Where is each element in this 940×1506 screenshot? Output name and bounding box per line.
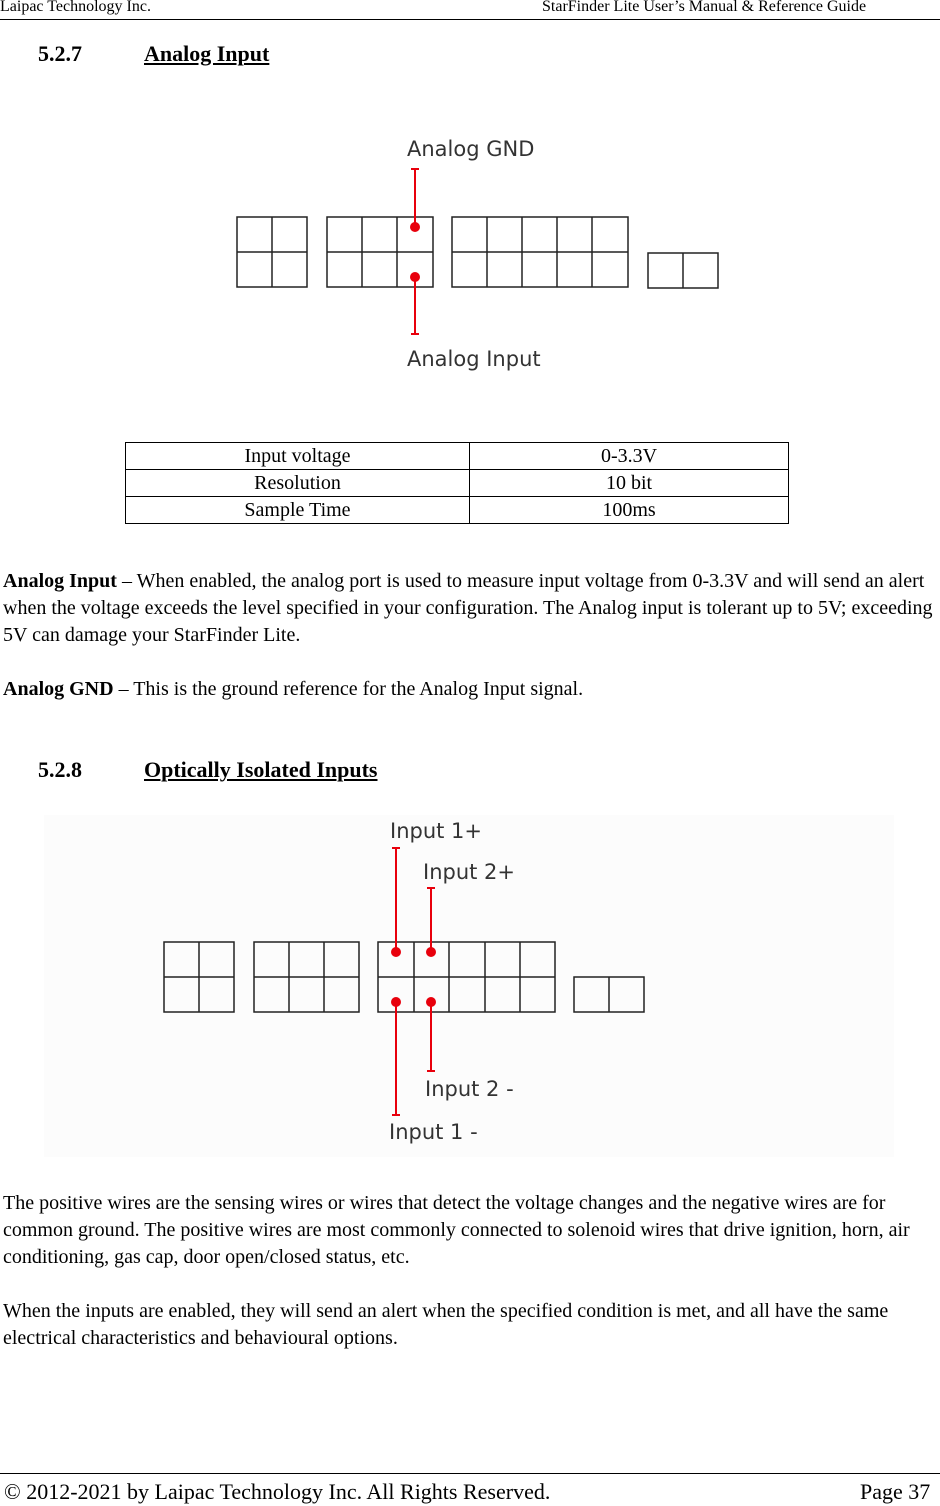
analog-input-wire <box>410 272 420 334</box>
label-analog-input: Analog Input <box>407 347 541 371</box>
term-analog-gnd: Analog GND <box>3 678 114 700</box>
analog-spec-table <box>125 442 789 524</box>
footer-divider <box>0 1473 940 1474</box>
spec-name: Sample Time <box>126 497 470 524</box>
footer-page-number: Page 37 <box>860 1479 931 1504</box>
spec-value: 10 bit <box>470 470 789 497</box>
section-number-optical: 5.2.8 <box>38 757 82 782</box>
analog-gnd-paragraph <box>3 676 938 703</box>
label-input-1-plus: Input 1+ <box>390 819 483 843</box>
optical-inputs-diagram <box>0 810 940 1160</box>
header-company: Laipac Technology Inc. <box>0 0 151 15</box>
inputs-enabled-paragraph: When the inputs are enabled, they will send an alert when the specified condition is met, and all have the same electrical characteristics and behavioural options. <box>3 1300 889 1349</box>
analog-gnd-description: – This is the ground reference for the Analog Input signal. <box>113 678 584 700</box>
positive-wires-paragraph: The positive wires are the sensing wires or wires that detect the voltage changes and the negative wires are for common ground. The positive wires are most commonly connected to solenoid wires that drive ignition, horn, air conditioning, gas cap, door open/closed status, etc. <box>3 1192 910 1268</box>
term-analog-input: Analog Input <box>3 570 117 592</box>
label-analog-gnd: Analog GND <box>407 137 535 161</box>
section-number-analog: 5.2.7 <box>38 41 82 66</box>
analog-input-description: – When enabled, the analog port is used to measure input voltage from 0-3.3V and will send an alert when the voltage exceeds the level specified in your configuration. The Analog input is tolerant up to 5V; exceeding 5V can damage your StarFinder Lite. <box>3 570 933 646</box>
section-title-analog: Analog Input <box>144 41 270 66</box>
label-input-2-minus: Input 2 - <box>425 1077 514 1101</box>
label-input-1-minus: Input 1 - <box>389 1120 478 1144</box>
table-row <box>126 497 789 524</box>
label-input-2-plus: Input 2+ <box>423 860 516 884</box>
header-divider <box>0 19 940 20</box>
analog-input-paragraph <box>3 568 938 649</box>
section-title-optical: Optically Isolated Inputs <box>144 757 378 782</box>
analog-gnd-wire <box>410 169 420 232</box>
header-doc-title: StarFinder Lite User’s Manual & Reference Guide <box>542 0 867 15</box>
connector-grid <box>237 217 718 288</box>
spec-name: Input voltage <box>126 443 470 470</box>
spec-value: 0-3.3V <box>470 443 789 470</box>
table-row <box>126 443 789 470</box>
table-row <box>126 470 789 497</box>
spec-value: 100ms <box>470 497 789 524</box>
footer-copyright: © 2012-2021 by Laipac Technology Inc. All Rights Reserved. <box>4 1479 551 1504</box>
spec-name: Resolution <box>126 470 470 497</box>
analog-connector-diagram <box>0 120 940 380</box>
